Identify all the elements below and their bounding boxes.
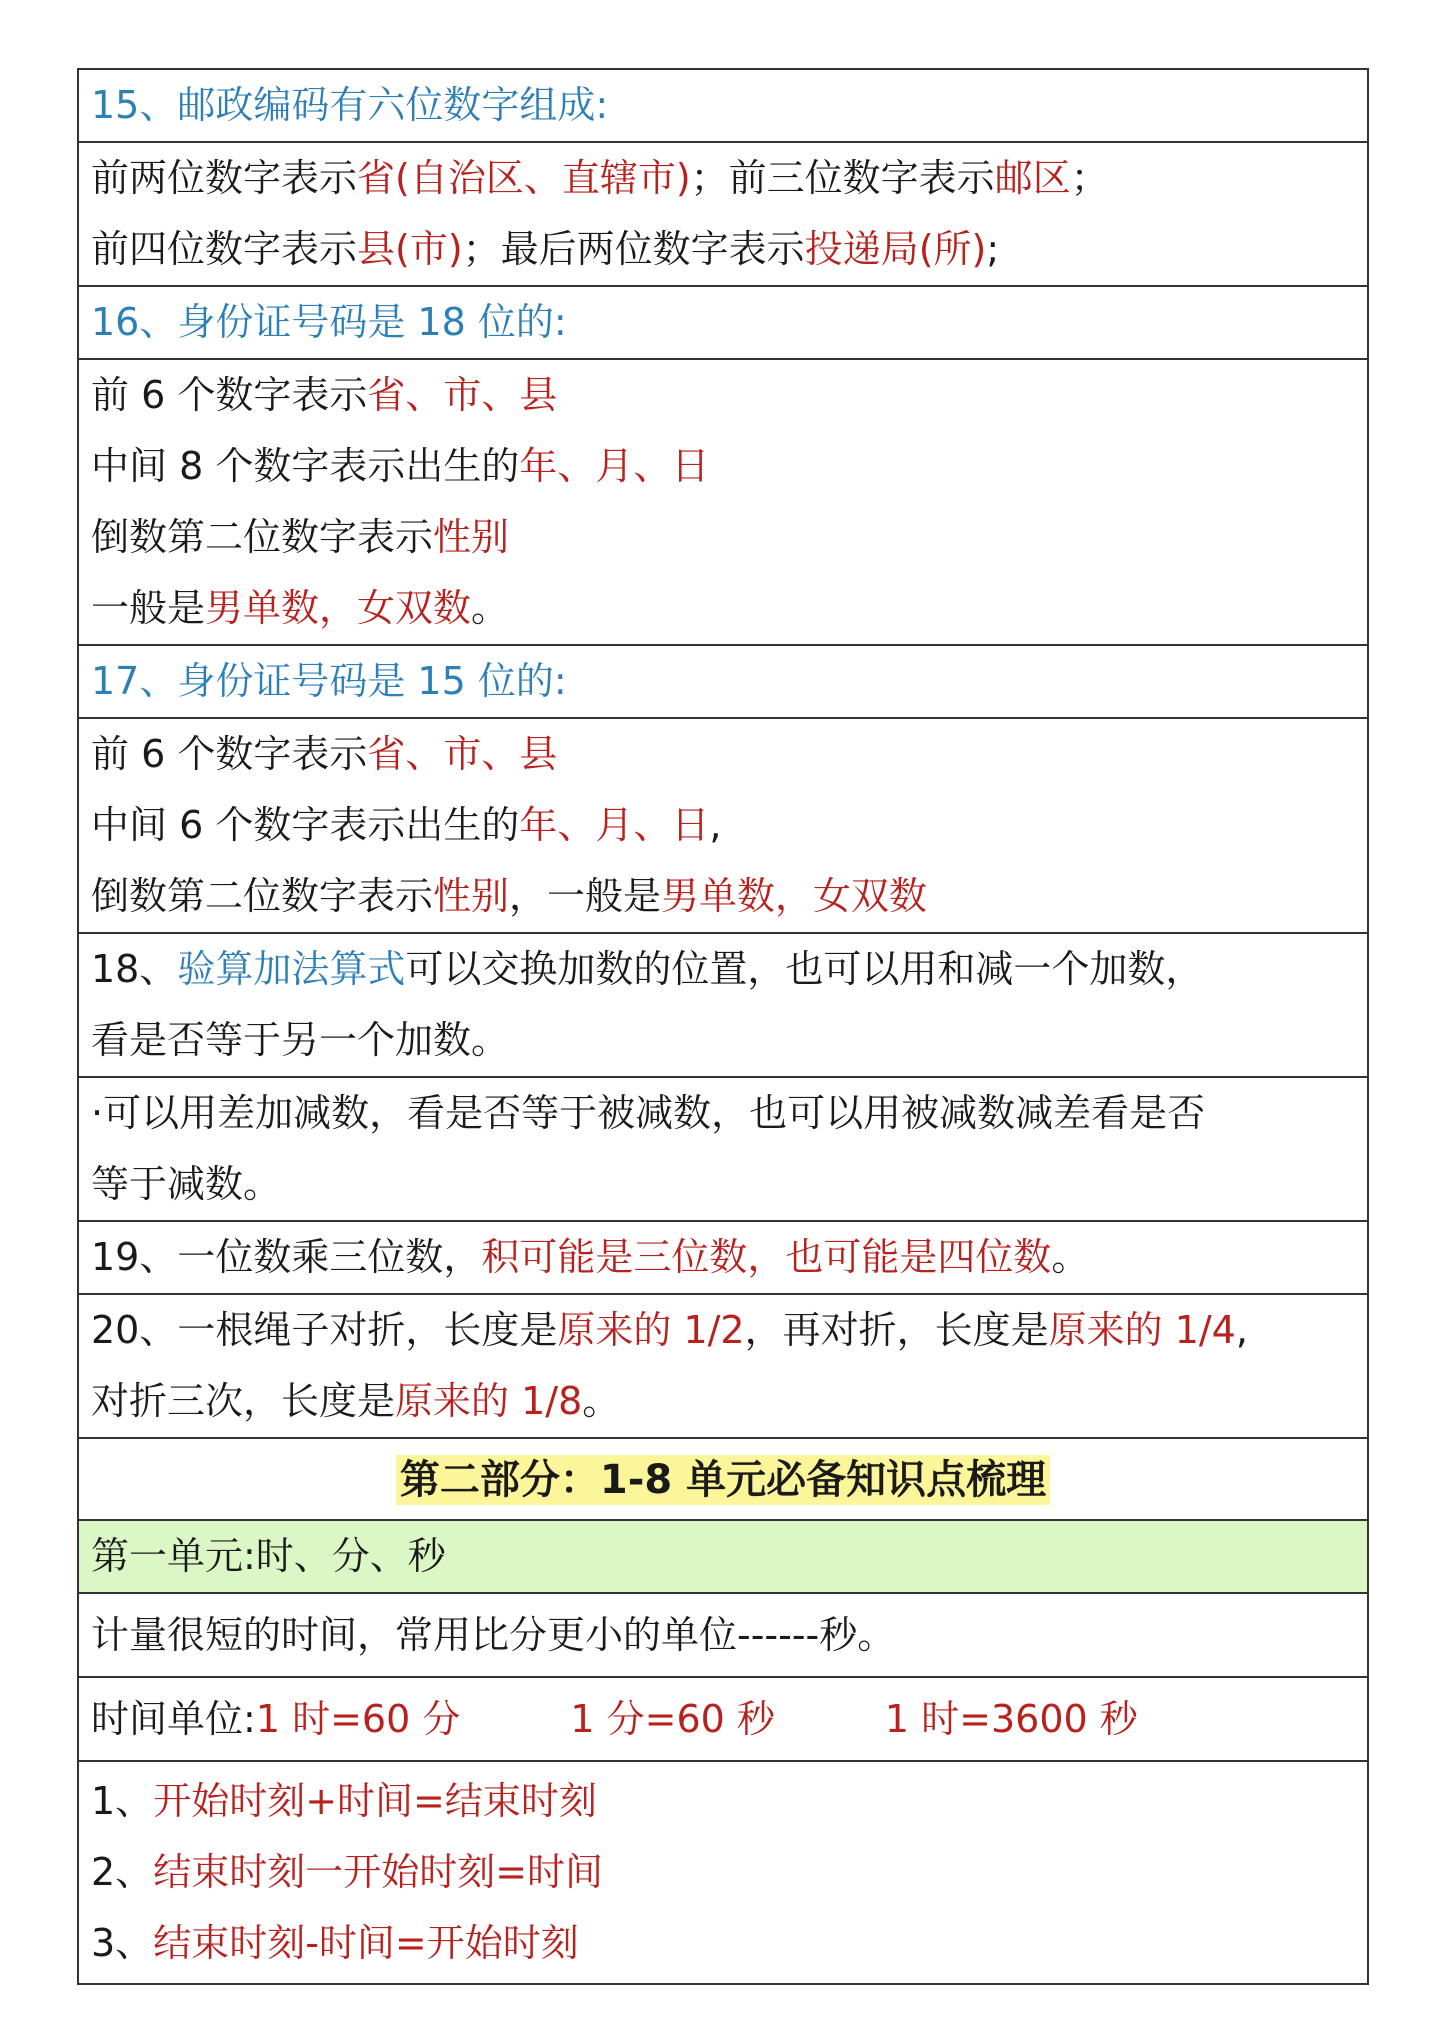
item18-subtraction [79,1078,1367,1222]
item16-title: 16、身份证号码是 18 位的: [79,287,1367,360]
item18b-line2: 等于减数。 [91,1162,282,1206]
item18-line1: 18、验算加法算式可以交换加数的位置，也可以用和减一个加数， [91,947,1204,991]
item19 [79,1222,1367,1295]
item15-line2: 前四位数字表示县(市)；最后两位数字表示投递局(所); [91,227,1000,271]
item17-line1: 前 6 个数字表示省、市、县 [91,732,558,776]
item18b-line1: ·可以用差加减数，看是否等于被减数，也可以用被减数减差看是否 [91,1091,1206,1135]
item15-title: 15、邮政编码有六位数字组成: [79,70,1367,143]
item16-body [79,360,1367,646]
part2-heading: 第二部分：1-8 单元必备知识点梳理 [79,1439,1367,1521]
item16-line2: 中间 8 个数字表示出生的年、月、日 [91,444,710,488]
unit1-title: 第一单元:时、分、秒 [79,1521,1367,1594]
unit1-desc: 计量很短的时间，常用比分更小的单位------秒。 [79,1594,1367,1678]
formula-3: 3、结束时刻-时间=开始时刻 [91,1921,579,1965]
item20 [79,1295,1367,1439]
item15-line1: 前两位数字表示省(自治区、直辖市)；前三位数字表示邮区； [91,156,1109,200]
formula-1: 1、开始时刻+时间=结束时刻 [91,1779,597,1823]
item15-body [79,143,1367,287]
item19-line: 19、一位数乘三位数，积可能是三位数，也可能是四位数。 [91,1235,1090,1279]
hour-second: 1 时=3600 秒 [884,1697,1138,1741]
item16-line3: 倒数第二位数字表示性别 [91,515,510,559]
item16-line1: 前 6 个数字表示省、市、县 [91,373,558,417]
item17-body [79,719,1367,934]
unit1-time-units [79,1678,1367,1762]
minute-second: 1 分=60 秒 [570,1697,775,1741]
item17-line3: 倒数第二位数字表示性别，一般是男单数，女双数 [91,874,928,918]
item20-line2: 对折三次，长度是原来的 1/8。 [91,1379,621,1423]
time-units-label: 时间单位: [91,1697,256,1741]
item17-line2: 中间 6 个数字表示出生的年、月、日, [91,803,722,847]
unit1-formulas [79,1762,1367,1983]
item16-line4: 一般是男单数，女双数。 [91,586,510,630]
item20-line1: 20、一根绳子对折，长度是原来的 1/2，再对折，长度是原来的 1/4, [91,1308,1248,1352]
item18-line2: 看是否等于另一个加数。 [91,1018,510,1062]
hour-minute: 1 时=60 分 [255,1697,461,1741]
item18 [79,934,1367,1078]
item17-title: 17、身份证号码是 15 位的: [79,646,1367,719]
formula-2: 2、结束时刻一开始时刻=时间 [91,1850,604,1894]
notes-table [77,68,1369,1985]
